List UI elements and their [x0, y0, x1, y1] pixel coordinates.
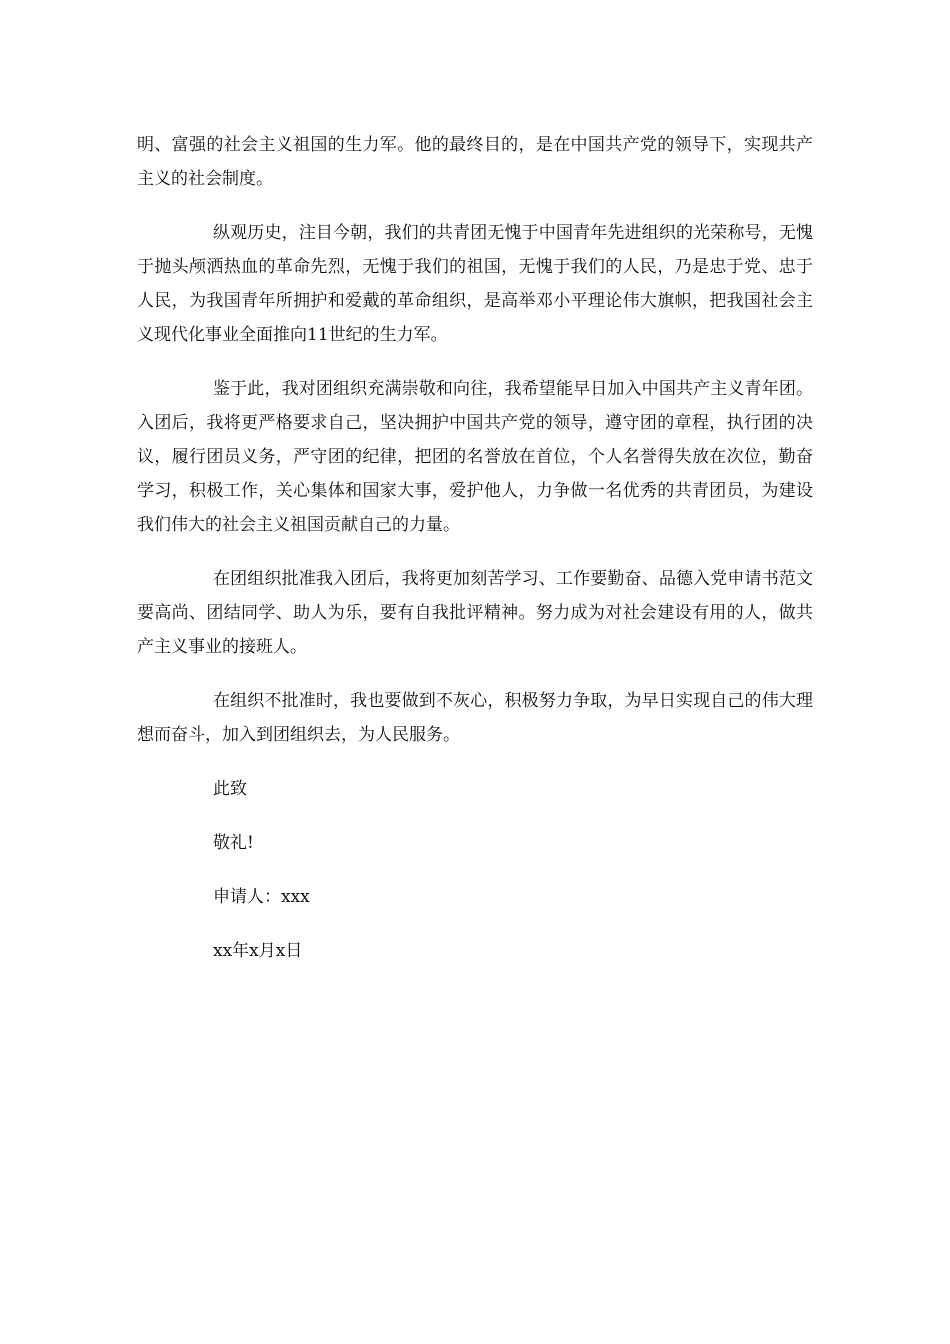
paragraph-continuation: 明、富强的社会主义祖国的生力军。他的最终目的，是在中国共产党的领导下，实现共产主义的社会制度。	[137, 135, 813, 189]
document-page	[137, 128, 813, 988]
paragraph-history: 纵观历史，注目今朝，我们的共青团无愧于中国青年先进组织的光荣称号，无愧于抛头颅洒热血的革命先烈，无愧于我们的祖国，无愧于我们的人民，乃是忠于党、忠于人民，为我国青年所拥护和爱戴的革命组织，是高举邓小平理论伟大旗帜，把我国社会主义现代化事业全面推向11世纪的生力军。	[137, 223, 813, 345]
paragraph-commitment: 在团组织批准我入团后，我将更加刻苦学习、工作要勤奋、品德入党申请书范文要高尚、团结同学、助人为乐，要有自我批评精神。努力成为对社会建设有用的人，做共产主义事业的接班人。	[137, 569, 813, 657]
paragraph-perseverance: 在组织不批准时，我也要做到不灰心，积极努力争取，为早日实现自己的伟大理想而奋斗，加入到团组织去，为人民服务。	[137, 691, 813, 745]
applicant-signature: 申请人：xxx	[213, 887, 310, 907]
letter-date: xx年x月x日	[213, 941, 303, 961]
paragraph-aspiration: 鉴于此，我对团组织充满崇敬和向往，我希望能早日加入中国共产主义青年团。入团后，我将更严格要求自己，坚决拥护中国共产党的领导，遵守团的章程，执行团的决议，履行团员义务，严守团的纪律，把团的名誉放在首位，个人名誉得失放在次位，勤奋学习，积极工作，关心集体和国家大事，爱护他人，力争做一名优秀的共青团员，为建设我们伟大的社会主义祖国贡献自己的力量。	[137, 379, 813, 535]
closing-regards: 敬礼!	[213, 833, 254, 853]
closing-salutation: 此致	[213, 779, 247, 799]
